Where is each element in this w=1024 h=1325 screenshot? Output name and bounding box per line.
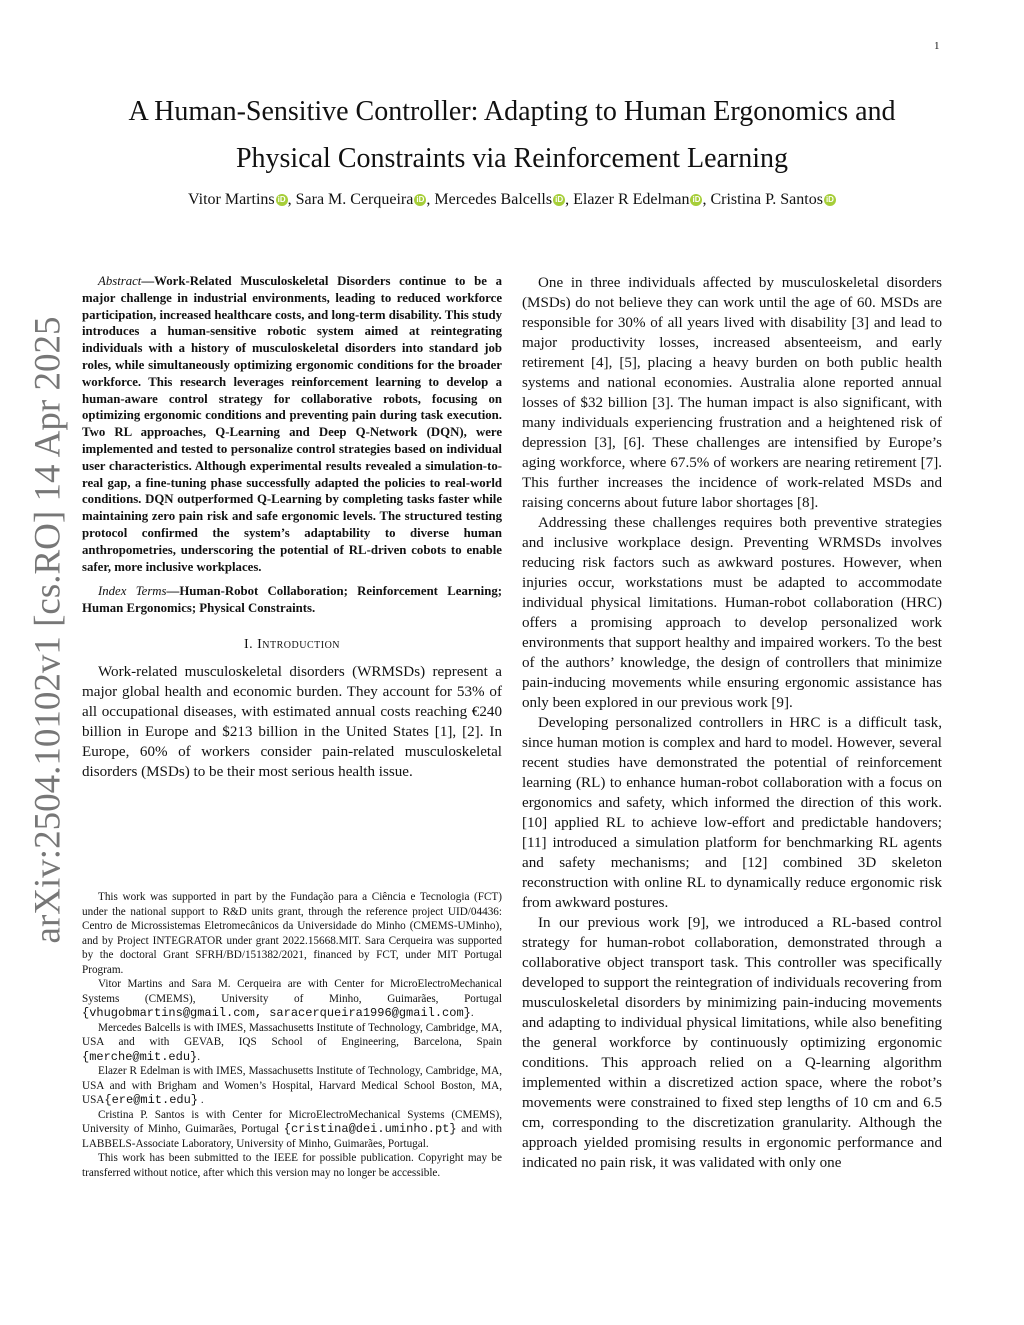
email-link[interactable]: {cristina@dei.uminho.pt} (283, 1122, 457, 1136)
affiliation-end: . (198, 1094, 204, 1106)
index-terms-text: —Human-Robot Collaboration; Reinforcement Learning; Human Ergonomics; Physical Constraints. (82, 584, 502, 616)
abstract-text: —Work-Related Musculoskeletal Disorders continue to be a major challenge in industrial environments, leading to reduced workforce participation, increased healthcare costs, and long-term disability. This study introduces a human-sensitive robotic system aimed at reintegrating individuals with a history of musculoskeletal disorders into standard job roles, while simultaneously optimizing ergonomic conditions for the broader workforce. This research leverages reinforcement learning to develop a human-aware control strategy for collaborative robots, focusing on optimizing ergonomic conditions and preventing pain during task execution. Two RL approaches, Q-Learning and Deep Q-Network (DQN), were implemented and tested to personalize control strategies based on individual user characteristics. Although experimental results revealed a simulation-to-real gap, a fine-tuning phase successfully adapted the policies to real-world conditions. DQN outperformed Q-Learning by completing tasks faster while maintaining zero pain risk and safe ergonomic levels. The structured testing protocol confirmed the system’s adaptability to diverse human anthropometries, underscoring the potential of RL-driven cobots to enable safer, more inclusive workplaces. (82, 274, 502, 574)
orcid-icon[interactable]: iD (555, 195, 564, 204)
author-separator: , (565, 191, 574, 208)
title-line-1: A Human-Sensitive Controller: Adapting to Human Ergonomics and (128, 96, 896, 127)
abstract (82, 273, 502, 575)
index-terms-label: Index Terms (98, 584, 167, 599)
page-number: 1 (934, 40, 940, 52)
intro-paragraph: Work-related musculoskeletal disorders (WRMSDs) represent a major global health and economic burden. They account for 53% of all occupational diseases, with estimated annual costs reaching €240 billion in Europe and $213 billion in the United States [1], [2]. In Europe, 60% of workers consider pain-related musculoskeletal disorders (MSDs) to be their most serious health issue. (82, 663, 502, 780)
footnotes (82, 890, 502, 1180)
author-name: Mercedes Balcells (434, 191, 553, 208)
index-terms (82, 583, 502, 617)
section-heading (82, 637, 502, 653)
affiliation-text: Cristina P. Santos is with Center for MicroElectroMechanical Systems (CMEMS), University of Minho, Guimarães, Portugal (82, 1108, 502, 1135)
affiliation-text: Mercedes Balcells is with IMES, Massachusetts Institute of Technology, Cambridge, MA, USA and with GEVAB, IQS School of Engineering, Barcelona, Spain (82, 1021, 502, 1048)
orcid-icon[interactable]: iD (416, 195, 425, 204)
body-paragraph: In our previous work [9], we introduced a RL-based control strategy for human-robot collaboration, demonstrated through a collaborative object transport task. This controller was specifically developed to support the reintegration of individuals recovering from musculoskeletal disorders by minimizing pain-inducing movements and adapting to individual physical limitations, while also benefiting the general workforce by continuously optimizing ergonomic conditions. This approach relied on a Q-learning algorithm implemented within a discretized action space, where the robot’s movements were constrained to fixed step lengths of 10 cm and 6.5 cm, corresponding to the discretization granularity. Although the approach yielded promising results in ergonomic performance and indicated no pain risk, it was validated with only one (522, 915, 942, 1171)
orcid-icon[interactable]: iD (277, 195, 286, 204)
author-name: Vitor Martins (188, 191, 275, 208)
arxiv-identifier[interactable]: arXiv:2504.10102v1 [cs.RO] 14 Apr 2025 (27, 316, 69, 944)
author-separator: , (426, 191, 435, 208)
affiliation-end: and with LABBELS-Associate Laboratory, University of Minho, Guimarães, Portugal. (82, 1123, 502, 1150)
right-column (522, 273, 942, 1173)
affiliation-footnote (82, 977, 502, 1021)
affiliation-text: Vitor Martins and Sara M. Cerqueira are with Center for MicroElectroMechanical Systems (CMEMS), University of Minho, Guimarães, Portugal (82, 978, 502, 1005)
funding-footnote: This work was supported in part by the Fundação para a Ciência e Tecnologia (FCT) under the national support to R&D units grant, through the reference project UID/04436: Centro de Microssistemas Eletromecânicos da Universidade do Minho (CMEMS-UMinho), and by Project INTEGRATOR under grant 2022.15668.MIT. Sara Cerqueira was supported by the doctoral Grant SFRH/BD/151382/2021, financed by FCT, under MIT Portugal Program. (82, 891, 502, 976)
affiliation-footnote (82, 1108, 502, 1152)
author-list (85, 191, 939, 209)
title-line-2: Physical Constraints via Reinforcement Learning (235, 143, 789, 174)
body-paragraph: One in three individuals affected by musculoskeletal disorders (MSDs) do not believe they can work until the age of 60. MSDs are responsible for 30% of all years lived with disability [3] and lead to major productivity losses, increased absenteeism, and early retirement [4], [5], placing a heavy burden on both public health systems and national economies. Australia alone reported annual losses of $32 billion [3]. The human impact is also significant, with many individuals experiencing frustration and a heightened risk of depression [3], [6]. These challenges are intensified by Europe’s aging workforce, where 67.5% of workers are nearing retirement [7]. This further increases the incidence of work-related MSDs and raising concerns about future labor shortages [8]. (522, 275, 942, 511)
affiliation-end: . (197, 1050, 201, 1063)
author-name: Cristina P. Santos (710, 191, 823, 208)
affiliation-footnote (82, 1064, 502, 1108)
email-link[interactable]: {ere@mit.edu} (104, 1093, 199, 1107)
affiliation-end: . (470, 1007, 474, 1019)
paper-title (85, 88, 939, 182)
body-paragraph: Developing personalized controllers in HRC is a difficult task, since human motion is complex and hard to model. However, several recent studies have demonstrated the potential of reinforcement learning (RL) to enhance human-robot collaboration with a focus on ergonomics and safety, which informed the direction of this work. [10] applied RL to achieve low-effort and predictable handovers; [11] introduced a simulation platform for benchmarking RL agents and safety mechanisms; and [12] combined 3D skeleton reconstruction with online RL to dynamically reduce ergonomic risk from awkward postures. (522, 715, 942, 911)
author-separator: , (287, 191, 296, 208)
orcid-icon[interactable]: iD (825, 195, 834, 204)
section-title: Introduction (257, 636, 341, 652)
section-number: I. (243, 636, 254, 652)
email-link[interactable]: {merche@mit.edu} (82, 1049, 198, 1064)
author-name: Elazer R Edelman (573, 191, 690, 208)
email-link[interactable]: {vhugobmartins@gmail.com, saracerqueira1996@gmail.com} (82, 1006, 471, 1020)
body-paragraph: Addressing these challenges requires both preventive strategies and inclusive workplace design. Preventing WRMSDs involves reducing risk factors such as awkward postures. However, when injuries occur, workstations must be adapted to accommodate individual physical limitations. Human-robot collaboration (HRC) offers a promising approach to develop personalized work environments that support healthy and impaired workers. To the best of the authors’ knowledge, the design of controllers that minimize pain-inducing movements while ensuring ergonomic assistance has only been explored in our previous work [9]. (522, 515, 942, 711)
affiliation-text: Elazer R Edelman is with IMES, Massachusetts Institute of Technology, Cambridge, MA, USA and with Brigham and Women’s Hospital, Harvard Medical School Boston, MA, USA (82, 1065, 502, 1106)
author-name: Sara M. Cerqueira (295, 191, 414, 208)
left-column (82, 273, 502, 782)
abstract-label: Abstract (98, 274, 142, 288)
ieee-notice: This work has been submitted to the IEEE for possible publication. Copyright may be transferred without notice, after which this version may no longer be accessible. (82, 1152, 502, 1179)
affiliation-footnote (82, 1021, 502, 1065)
author-separator: , (702, 191, 711, 208)
orcid-icon[interactable]: iD (692, 195, 701, 204)
